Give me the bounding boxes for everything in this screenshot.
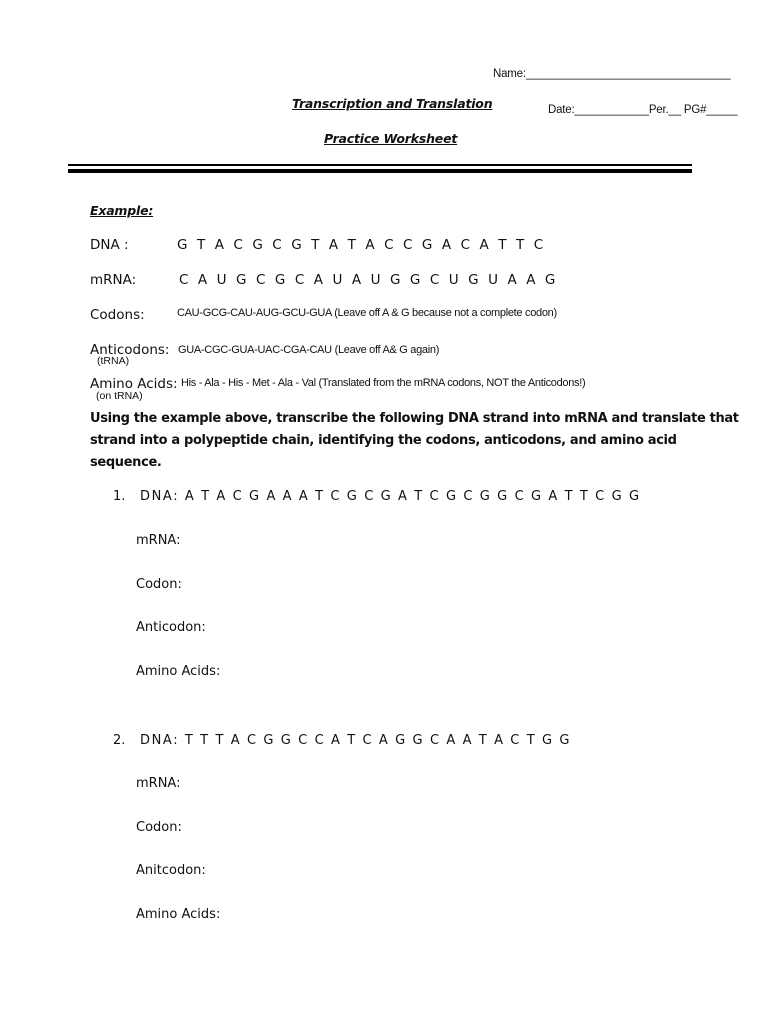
example-heading: Example: bbox=[90, 203, 154, 218]
example-anticodons-label: Anticodons: bbox=[90, 342, 170, 358]
question-1-number: 1. bbox=[113, 489, 126, 504]
question-1-mrna-label: mRNA: bbox=[136, 533, 181, 548]
header-divider-thin bbox=[68, 164, 692, 166]
example-codons-label: Codons: bbox=[90, 307, 145, 323]
question-2-mrna-label: mRNA: bbox=[136, 776, 181, 791]
header-divider-thick bbox=[68, 169, 692, 173]
question-1-anticodon-label: Anticodon: bbox=[136, 620, 206, 635]
question-2-codon-label: Codon: bbox=[136, 820, 182, 835]
example-amino-acids-value: His - Ala - His - Met - Ala - Val (Translated from the mRNA codons, NOT the Anticodons!) bbox=[181, 377, 586, 389]
example-dna-label: DNA : bbox=[90, 237, 129, 253]
example-mrna-label: mRNA: bbox=[90, 272, 137, 288]
example-anticodons-value: GUA-CGC-GUA-UAC-CGA-CAU (Leave off A& G again) bbox=[178, 344, 440, 356]
question-1-amino-acids-label: Amino Acids: bbox=[136, 664, 221, 679]
question-2-anticodon-label: Anitcodon: bbox=[136, 863, 206, 878]
page-subtitle: Practice Worksheet bbox=[324, 131, 458, 146]
example-codons-value: CAU-GCG-CAU-AUG-GCU-GUA (Leave off A & G because not a complete codon) bbox=[177, 307, 557, 319]
question-2-dna: DNA: T T T A C G G C C A T C A G G C A A T A C T G G bbox=[140, 733, 572, 748]
date-period-field: Date:____________Per.__ PG#_____ bbox=[548, 104, 738, 116]
example-anticodons-sublabel: (tRNA) bbox=[97, 355, 130, 367]
question-2-amino-acids-label: Amino Acids: bbox=[136, 907, 221, 922]
example-amino-acids-sublabel: (on tRNA) bbox=[96, 390, 143, 402]
question-1-codon-label: Codon: bbox=[136, 577, 182, 592]
question-1-dna: DNA: A T A C G A A A T C G C G A T C G C G G C G A T T C G G bbox=[140, 489, 641, 504]
instructions-line-1: Using the example above, transcribe the following DNA strand into mRNA and translate that bbox=[90, 411, 739, 426]
name-field: Name:_________________________________ bbox=[493, 68, 731, 80]
instructions-line-3: sequence. bbox=[90, 455, 162, 470]
question-2-number: 2. bbox=[113, 733, 126, 748]
example-dna-sequence: G T A C G C G T A T A C C G A C A T T C bbox=[177, 237, 546, 253]
example-amino-acids-label: Amino Acids: bbox=[90, 376, 178, 392]
instructions-line-2: strand into a polypeptide chain, identifying the codons, anticodons, and amino acid bbox=[90, 433, 677, 448]
example-mrna-sequence: C A U G C G C A U A U G G C U G U A A G bbox=[179, 272, 558, 288]
page-title: Transcription and Translation bbox=[292, 96, 493, 111]
